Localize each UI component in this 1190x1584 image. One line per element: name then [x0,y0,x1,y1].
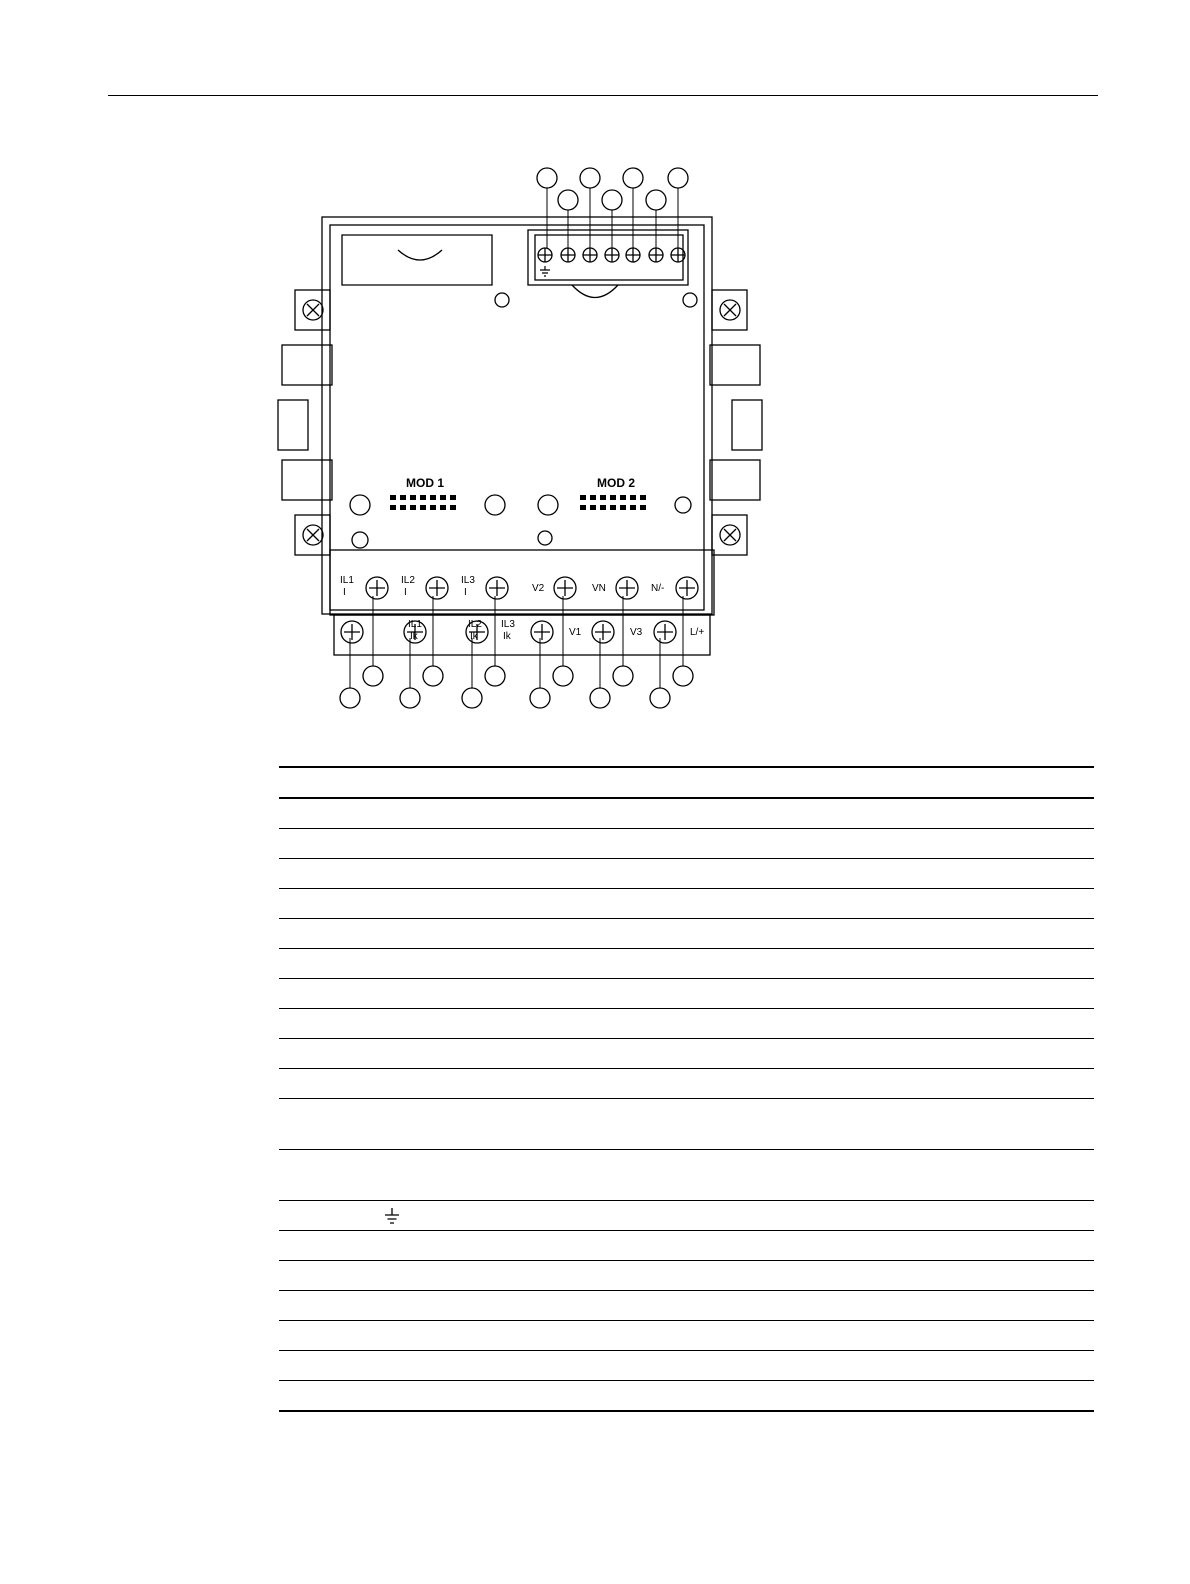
module-label-1: MOD 1 [406,476,445,490]
table-row [279,1291,1094,1321]
terminal-table [279,766,1094,1412]
module-label-2: MOD 2 [597,476,636,490]
right-clip-bottom [710,460,760,500]
housing-inner [330,225,704,610]
left-latch [278,400,308,450]
mount-hole [683,293,697,307]
table-row [279,1150,1094,1201]
top-connector-notch [572,285,618,298]
table-row [279,979,1094,1009]
housing-outline [322,217,712,614]
table-row [279,799,1094,829]
table-row [279,1039,1094,1069]
terminal-label-vn: VN [592,583,606,594]
module-pins [390,495,646,510]
terminal-label-il3-ik: IL3 [501,619,515,630]
terminal-diagram-svg [270,160,790,720]
table-row [279,829,1094,859]
table-row [279,1321,1094,1351]
table-row [279,1381,1094,1412]
table-row [279,1351,1094,1381]
module-hole [352,532,368,548]
terminal-label-v2: V2 [532,583,545,594]
header-rule [108,95,1098,96]
terminal-label-il1-ik: IL1 [408,619,422,630]
lower-terminal-row [334,615,710,655]
table-header-row [279,766,1094,799]
terminal-label-il1-i-sub: I [343,587,346,598]
table-row [279,949,1094,979]
left-clip-bottom [282,460,332,500]
terminal-label-v3: V3 [630,627,643,638]
ground-icon [382,1208,402,1226]
terminal-label-v1: V1 [569,627,582,638]
terminal-label-il2-i-sub: I [404,587,407,598]
table-row [279,859,1094,889]
module-hole [675,497,691,513]
top-connector-inner [535,235,683,280]
terminal-diagram [270,160,790,720]
label-notch [398,250,442,260]
terminal-label-il1-i: IL1 [340,575,354,586]
table-row [279,1261,1094,1291]
upper-callouts [537,168,688,210]
module-hole [350,495,370,515]
left-clip-top [282,345,332,385]
terminal-label-il3-i-sub: I [464,587,467,598]
module-hole [485,495,505,515]
mount-hole [495,293,509,307]
top-connector-screws [538,248,685,262]
right-latch [732,400,762,450]
table-row [279,1099,1094,1150]
lower-callouts [340,666,693,708]
terminal-label-il3-ik-sub: Ik [503,631,511,642]
table-row [279,1231,1094,1261]
terminal-label-l: L/+ [690,627,705,638]
table-row [279,1009,1094,1039]
table-row [279,919,1094,949]
terminal-label-il2-i: IL2 [401,575,415,586]
terminal-label-n: N/- [651,583,665,594]
ground-icon [540,266,550,276]
clamp-screw-cross [307,304,736,541]
table-row [279,1069,1094,1099]
table-row-ground [279,1201,1094,1231]
module-hole [538,495,558,515]
terminal-label-il2-ik-sub: Ik [470,631,478,642]
right-clip-top [710,345,760,385]
table-row [279,889,1094,919]
terminal-label-il2-ik: IL2 [468,619,482,630]
terminal-label-il1-ik-sub: Ik [410,631,418,642]
terminal-label-il3-i: IL3 [461,575,475,586]
module-hole [538,531,552,545]
